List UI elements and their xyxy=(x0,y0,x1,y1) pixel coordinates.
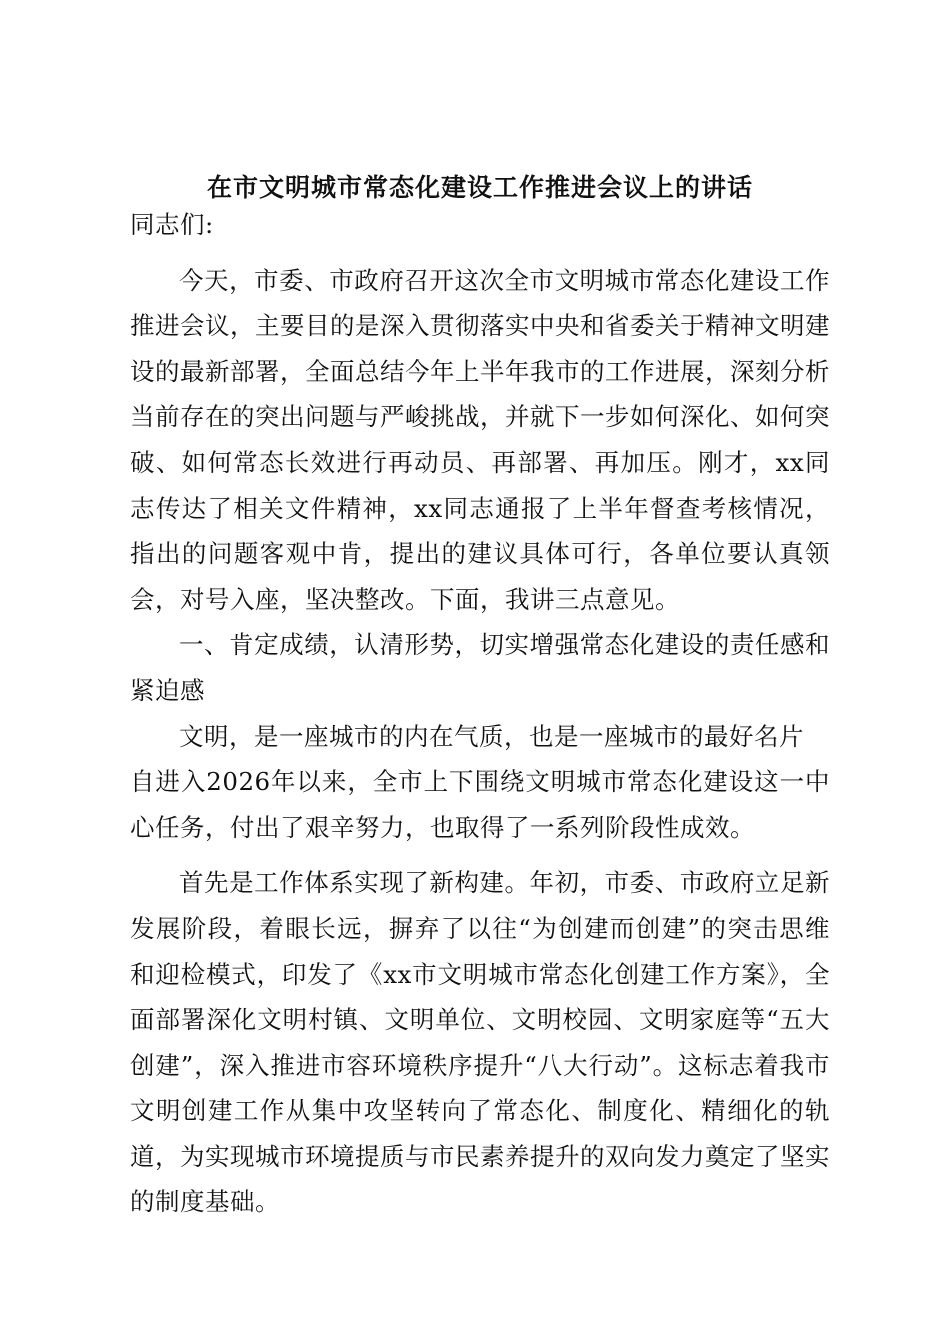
section-heading-1: 一、肯定成绩，认清形势，切实增强常态化建设的责任感和紧迫感 xyxy=(130,630,830,705)
greeting: 同志们: xyxy=(130,210,214,239)
paragraph-work-system: 首先是工作体系实现了新构建。年初，市委、市政府立足新发展阶段，着眼长远，摒弃了以往“为创建而创建”的突击思维和迎检模式，印发了《xx市文明城市常态化创建工作方案》，全面部署深化文明村镇、文明单位、文明校园、文明家庭等“五大创建”，深入推进市容环境秩序提升“八大行动”。这标志着我市文明创建工作从集中攻坚转向了常态化、制度化、精细化的轨道，为实现城市环境提质与市民素养提升的双向发力奠定了坚实的制度基础。 xyxy=(130,868,830,1217)
paragraph-civilization: 文明，是一座城市的内在气质，也是一座城市的最好名片 xyxy=(179,721,804,751)
paragraph-intro: 今天，市委、市政府召开这次全市文明城市常态化建设工作推进会议，主要目的是深入贯彻落实中央和省委关于精神文明建设的最新部署，全面总结今年上半年我市的工作进展，深刻分析当前存在的突出问题与严峻挑战，并就下一步如何深化、如何突破、如何常态长效进行再动员、再部署、再加压。刚才，xx同志传达了相关文件精神，xx同志通报了上半年督查考核情况，指出的问题客观中肯，提出的建议具体可行，各单位要认真领会，对号入座，坚决整改。下面，我讲三点意见。 xyxy=(130,265,830,614)
document-title: 在市文明城市常态化建设工作推进会议上的讲话 xyxy=(206,173,753,202)
paragraph-since-2026: 自进入2026年以来，全市上下围绕文明城市常态化建设这一中心任务，付出了艰辛努力，也取得了一系列阶段性成效。 xyxy=(130,767,830,842)
document-body xyxy=(130,202,830,1225)
